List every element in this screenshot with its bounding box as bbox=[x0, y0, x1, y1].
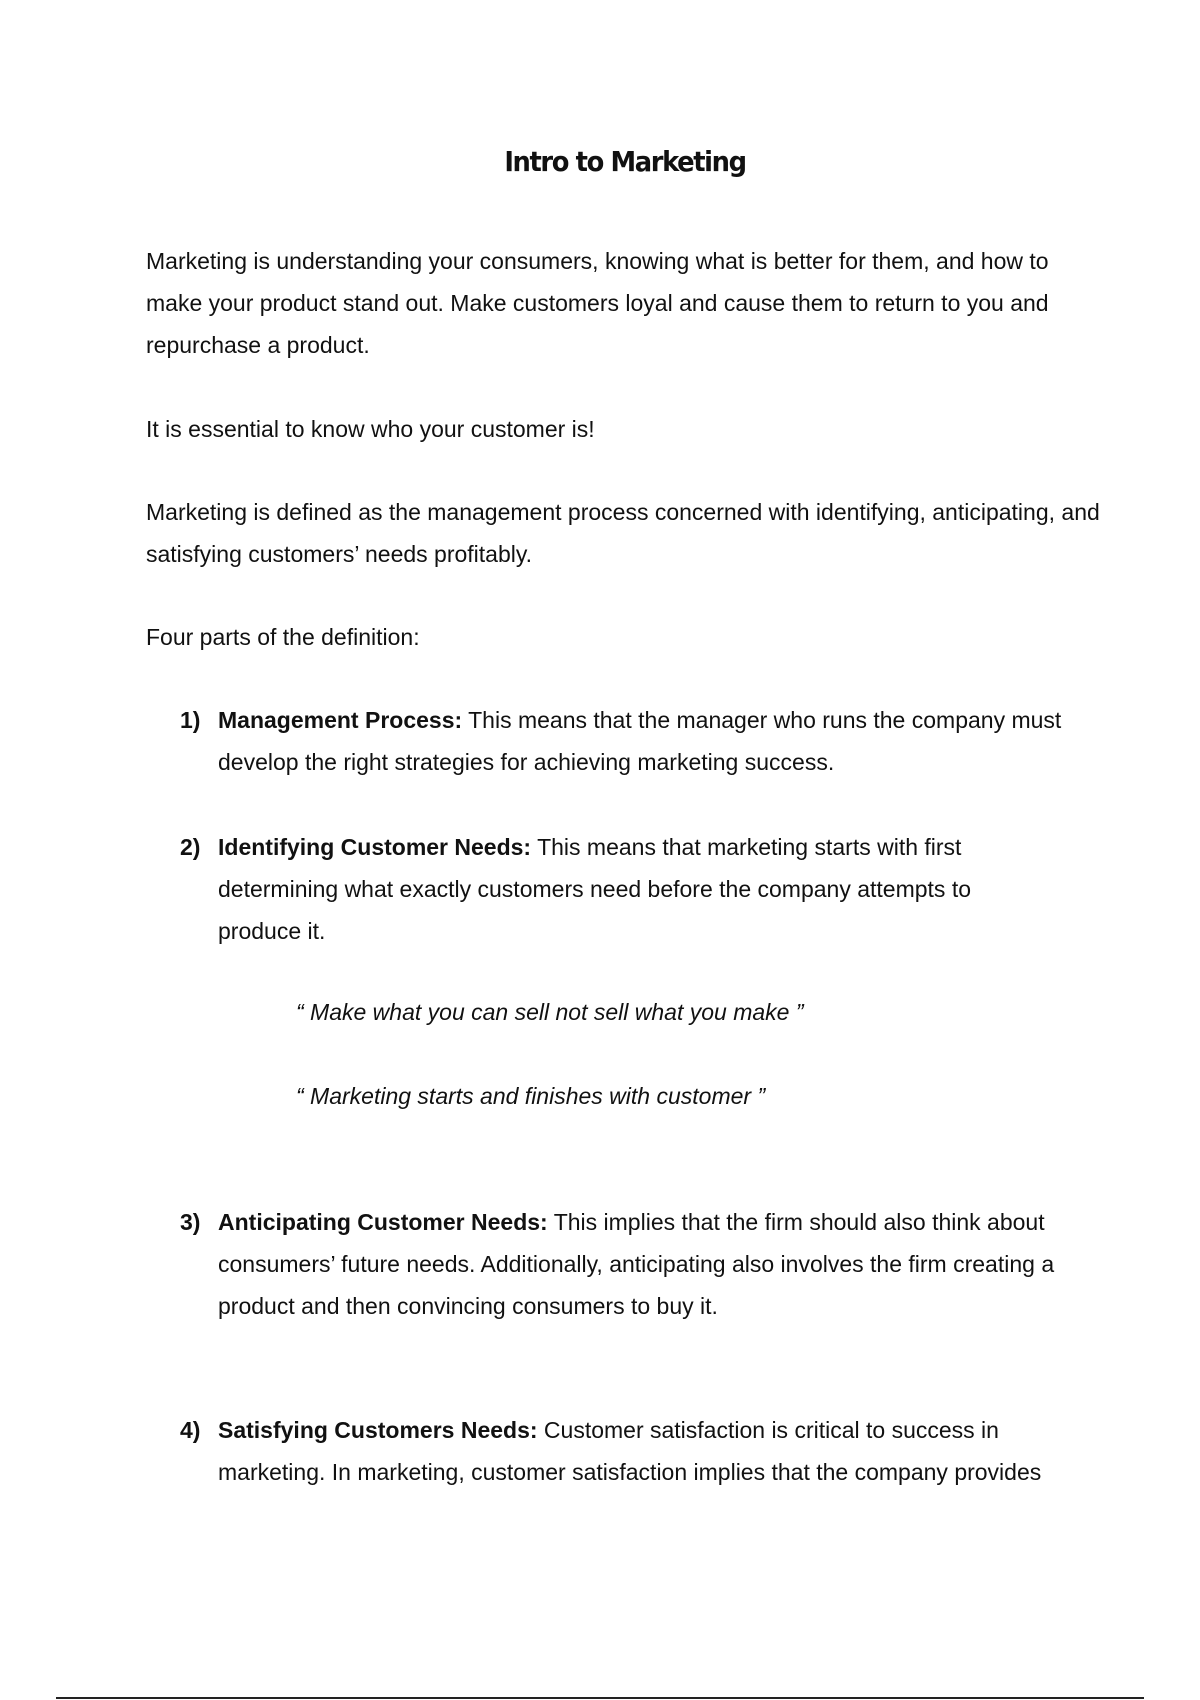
list-item-heading: Management Process: bbox=[218, 707, 463, 733]
list-item-body bbox=[218, 1409, 1100, 1493]
list-item-body bbox=[218, 1201, 1110, 1327]
list-item-satisfying-customers-needs bbox=[180, 1409, 1100, 1493]
page-bottom-divider bbox=[56, 1697, 1144, 1699]
list-item-text: This implies that the firm should also think about consumers’ future needs. Additionally, anticipating also involves the firm creating a product and then convincing consumers to buy it. bbox=[218, 1209, 1055, 1319]
page-title: Intro to Marketing bbox=[504, 145, 746, 178]
list-item-text: Customer satisfaction is critical to success in marketing. In marketing, customer satisfaction implies that the company provides bbox=[218, 1417, 1042, 1485]
essential-paragraph: It is essential to know who your customer is! bbox=[146, 416, 595, 442]
list-number: 2) bbox=[180, 834, 201, 860]
intro-paragraph: Marketing is understanding your consumers, knowing what is better for them, and how to make your product stand out. Make customers loyal and cause them to return to you and repurchase a product. bbox=[146, 248, 1049, 358]
definition-paragraph: Marketing is defined as the management process concerned with identifying, anticipating, and satisfying customers’ needs profitably. bbox=[146, 499, 1100, 567]
list-item-body bbox=[218, 699, 1080, 783]
list-item-anticipating-customer-needs bbox=[180, 1201, 1110, 1327]
quote-make-what-you-can-sell: “ Make what you can sell not sell what you make ” bbox=[296, 999, 804, 1025]
list-item-identifying-customer-needs bbox=[180, 826, 1030, 952]
four-parts-paragraph: Four parts of the definition: bbox=[146, 624, 420, 650]
list-item-heading: Satisfying Customers Needs: bbox=[218, 1417, 538, 1443]
list-item-text: This means that marketing starts with first determining what exactly customers need before the company attempts to produce it. bbox=[218, 834, 972, 944]
list-item-heading: Identifying Customer Needs: bbox=[218, 834, 532, 860]
list-item-text: This means that the manager who runs the company must develop the right strategies for achieving marketing success. bbox=[218, 707, 1062, 775]
list-number: 4) bbox=[180, 1417, 201, 1443]
list-number: 3) bbox=[180, 1209, 201, 1235]
quote-marketing-starts-and-finishes: “ Marketing starts and finishes with customer ” bbox=[296, 1083, 766, 1109]
list-number: 1) bbox=[180, 707, 201, 733]
list-item-management-process bbox=[180, 699, 1080, 783]
list-item-body bbox=[218, 826, 1030, 952]
list-item-heading: Anticipating Customer Needs: bbox=[218, 1209, 548, 1235]
